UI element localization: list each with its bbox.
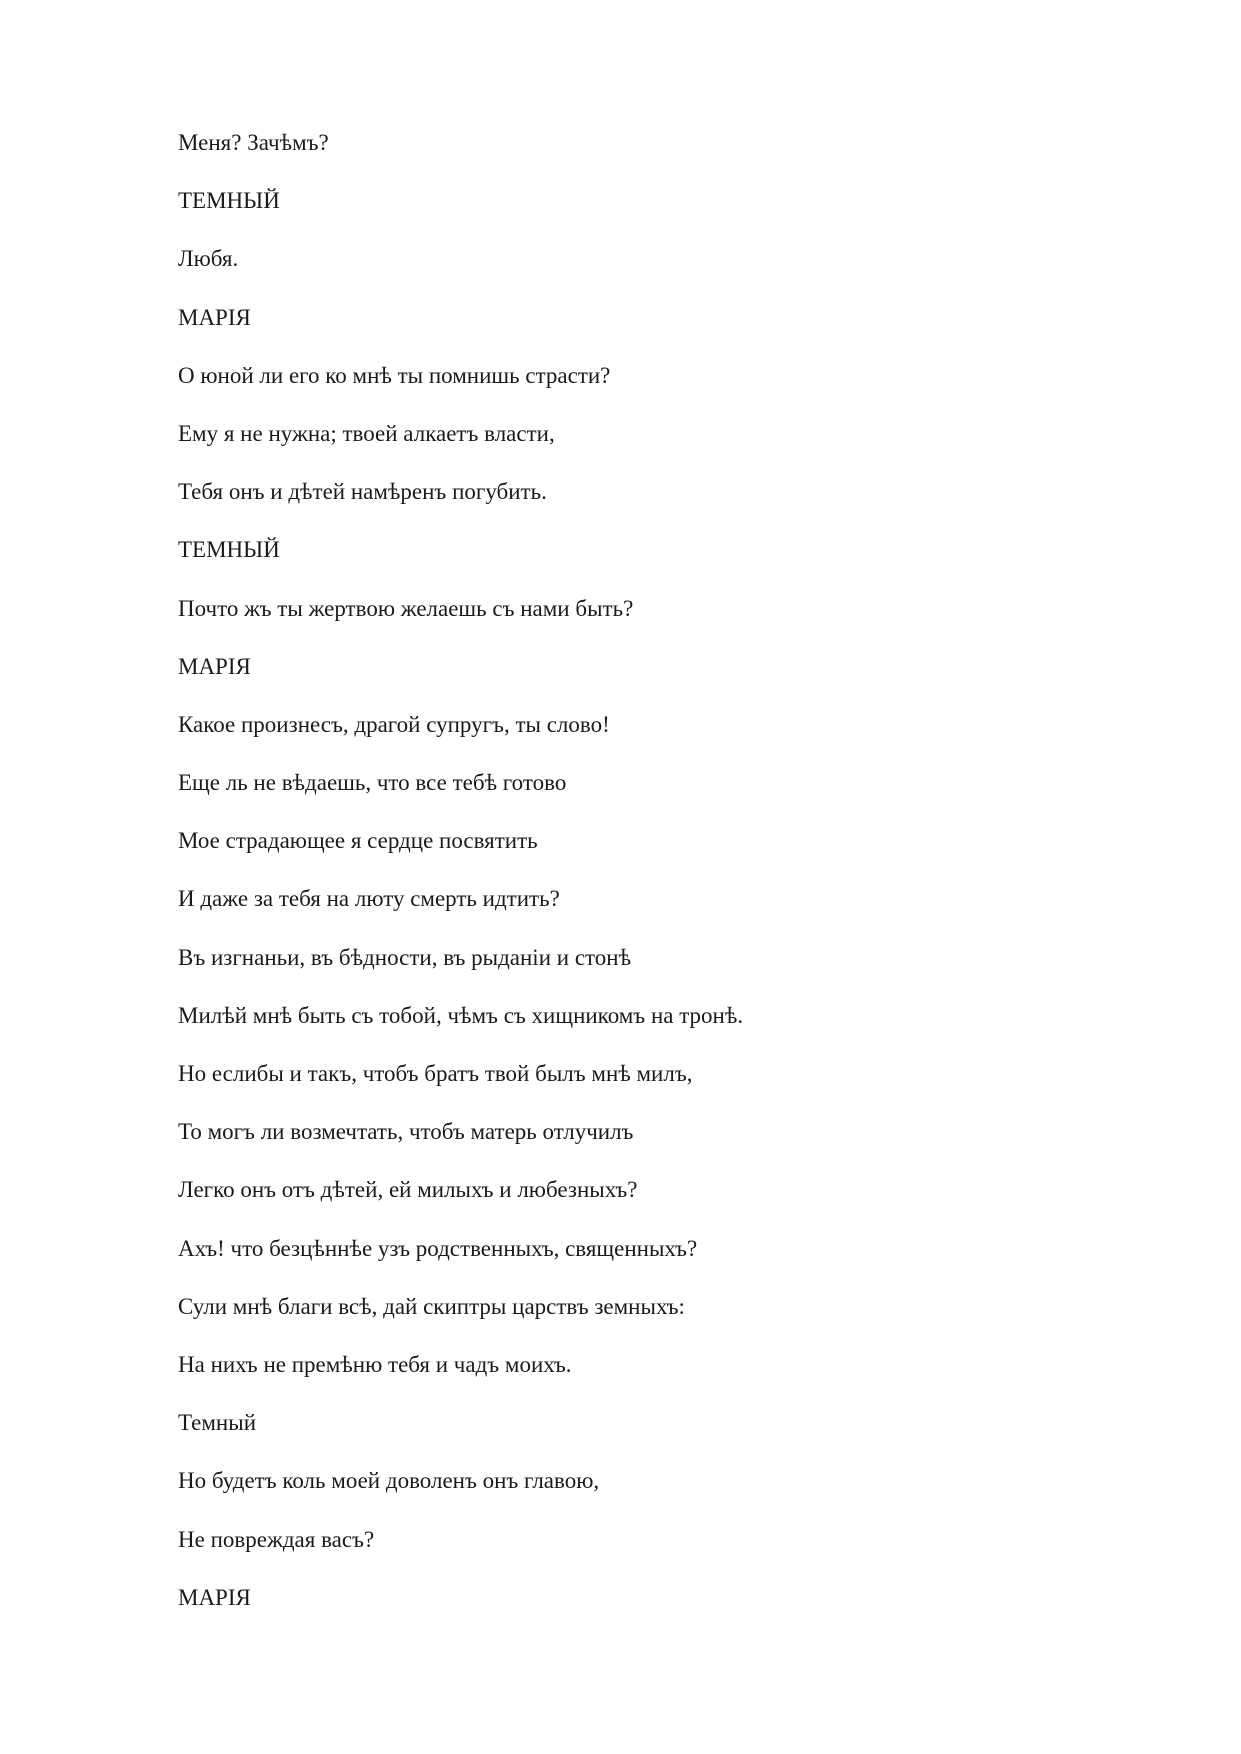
speaker-name: ТЕМНЫЙ bbox=[178, 188, 280, 214]
text-line: Любя. bbox=[178, 246, 239, 272]
speaker-name: ТЕМНЫЙ bbox=[178, 537, 280, 563]
text-line: И даже за тебя на люту смерть идтить? bbox=[178, 886, 560, 912]
text-line: То могъ ли возмечтать, чтобъ матерь отлучилъ bbox=[178, 1119, 634, 1145]
text-line: Меня? Зачѣмъ? bbox=[178, 130, 329, 155]
text-line: Ахъ! что безцѣннѣе узъ родственныхъ, священныхъ? bbox=[178, 1235, 698, 1261]
text-line: Какое произнесъ, драгой супругъ, ты слово! bbox=[178, 711, 610, 737]
text-line: Почто жъ ты жертвою желаешь съ нами быть? bbox=[178, 595, 634, 621]
text-line: Милѣй мнѣ быть съ тобой, чѣмъ съ хищникомъ на тронѣ. bbox=[178, 1002, 744, 1028]
text-line: Тебя онъ и дѣтей намѣренъ погубить. bbox=[178, 479, 547, 505]
speaker-name: Темный bbox=[178, 1410, 257, 1436]
speaker-name: МАРІЯ bbox=[178, 304, 251, 330]
text-line: Но будетъ коль моей доволенъ онъ главою, bbox=[178, 1468, 600, 1494]
speaker-name: МАРІЯ bbox=[178, 653, 251, 679]
text-line: Въ изгнаньи, въ бѣдности, въ рыданіи и стонѣ bbox=[178, 944, 632, 970]
text-line: На нихъ не премѣню тебя и чадъ моихъ. bbox=[178, 1351, 572, 1377]
speaker-name: МАРІЯ bbox=[178, 1584, 251, 1610]
play-text bbox=[178, 114, 1128, 1627]
text-line: Легко онъ отъ дѣтей, ей милыхъ и любезныхъ? bbox=[178, 1177, 638, 1203]
text-line: О юной ли его ко мнѣ ты помнишь страсти? bbox=[178, 362, 611, 388]
text-line: Сули мнѣ благи всѣ, дай скиптры царствъ земныхъ: bbox=[178, 1293, 685, 1319]
text-line: Не повреждая васъ? bbox=[178, 1526, 375, 1552]
text-line: Ему я не нужна; твоей алкаетъ власти, bbox=[178, 420, 555, 446]
text-line: Еще ль не вѣдаешь, что все тебѣ готово bbox=[178, 770, 567, 796]
text-line: Но еслибы и такъ, чтобъ братъ твой былъ мнѣ милъ, bbox=[178, 1061, 693, 1086]
text-line: Мое страдающее я сердце посвятить bbox=[178, 828, 538, 854]
